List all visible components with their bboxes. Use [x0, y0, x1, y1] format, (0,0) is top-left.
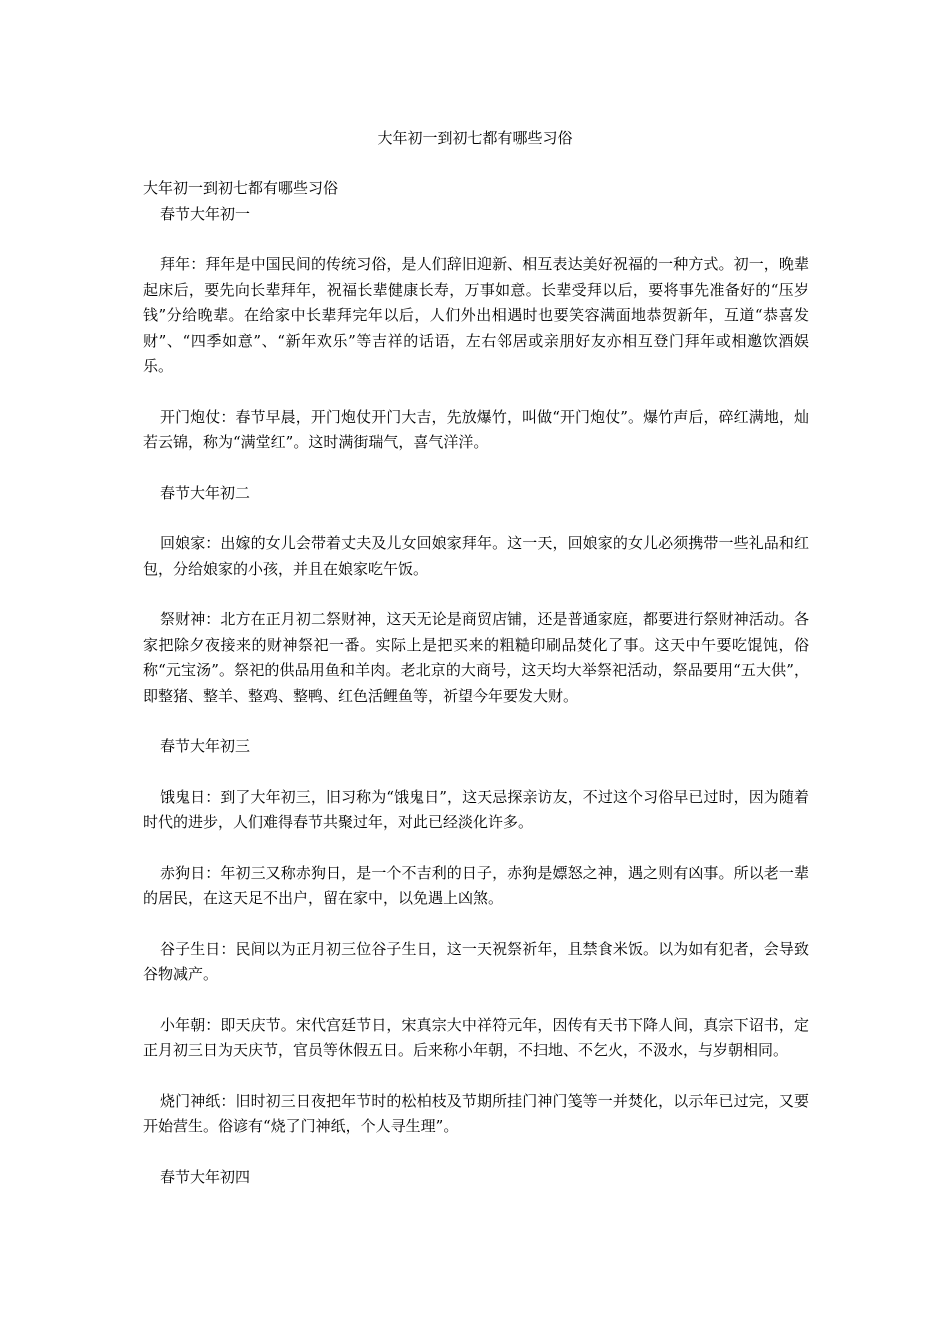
section-heading-day3: 春节大年初三 [160, 737, 251, 755]
paragraph-xiao-nianchao: 小年朝：即天庆节。宋代宫廷节日，宋真宗大中祥符元年，因传有天书下降人间，真宗下诏书，定正月初三日为天庆节，官员等休假五日。后来称小年朝，不扫地、不乞火，不汲水，与岁朝相同。 [143, 1015, 809, 1059]
section-heading-day2: 春节大年初二 [160, 483, 251, 502]
paragraph-egui-ri: 饿鬼日：到了大年初三，旧习称为“饿鬼日”，这天忌探亲访友，不过这个习俗早已过时，因为随着时代的进步，人们难得春节共聚过年，对此已经淡化许多。 [143, 787, 809, 831]
paragraph-hui-niangjia: 回娘家：出嫁的女儿会带着丈夫及儿女回娘家拜年。这一天，回娘家的女儿必须携带一些礼品和红包，分给娘家的小孩，并且在娘家吃午饭。 [143, 534, 809, 578]
paragraph-shao-menshen-zhi: 烧门神纸：旧时初三日夜把年节时的松柏枝及节期所挂门神门笺等一并焚化，以示年已过完，又要开始营生。俗谚有“烧了门神纸，个人寻生理”。 [143, 1091, 809, 1135]
paragraph-bainian: 拜年：拜年是中国民间的传统习俗，是人们辞旧迎新、相互表达美好祝福的一种方式。初一，晚辈起床后，要先向长辈拜年，祝福长辈健康长寿，万事如意。长辈受拜以后，要将事先准备好的“压岁钱”分给晚辈。在给家中长辈拜完年以后，人们外出相遇时也要笑容满面地恭贺新年，互道“恭喜发财”、“四季如意”、“新年欢乐”等吉祥的话语，左右邻居或亲朋好友亦相互登门拜年或相邀饮酒娱乐。 [143, 255, 809, 375]
paragraph-guzi-shengri: 谷子生日：民间以为正月初三位谷子生日，这一天祝祭祈年，且禁食米饭。以为如有犯者，会导致谷物减产。 [143, 939, 809, 983]
document-title: 大年初一到初七都有哪些习俗 [377, 129, 573, 147]
paragraph-ji-caishen: 祭财神：北方在正月初二祭财神，这天无论是商贸店铺，还是普通家庭，都要进行祭财神活动。各家把除夕夜接来的财神祭祀一番。实际上是把买来的粗糙印刷品焚化了事。这天中午要吃馄饨，俗称“元宝汤”。祭祀的供品用鱼和羊肉。老北京的大商号，这天均大举祭祀活动，祭品要用“五大供”，即整猪、整羊、整鸡、整鸭、红色活鲤鱼等，祈望今年要发大财。 [143, 610, 809, 705]
paragraph-kaimen-paozhang: 开门炮仗：春节早晨，开门炮仗开门大吉，先放爆竹，叫做“开门炮仗”。爆竹声后，碎红满地，灿若云锦，称为“满堂红”。这时满街瑞气，喜气洋洋。 [143, 407, 809, 451]
document-body [143, 176, 809, 1190]
document-subtitle: 大年初一到初七都有哪些习俗 [143, 179, 339, 197]
paragraph-chigou-ri: 赤狗日：年初三又称赤狗日，是一个不吉利的日子，赤狗是嫖怒之神，遇之则有凶事。所以老一辈的居民，在这天足不出户，留在家中，以免遇上凶煞。 [143, 863, 809, 907]
section-heading-day1: 春节大年初一 [160, 204, 251, 223]
section-heading-day4: 春节大年初四 [160, 1167, 251, 1186]
